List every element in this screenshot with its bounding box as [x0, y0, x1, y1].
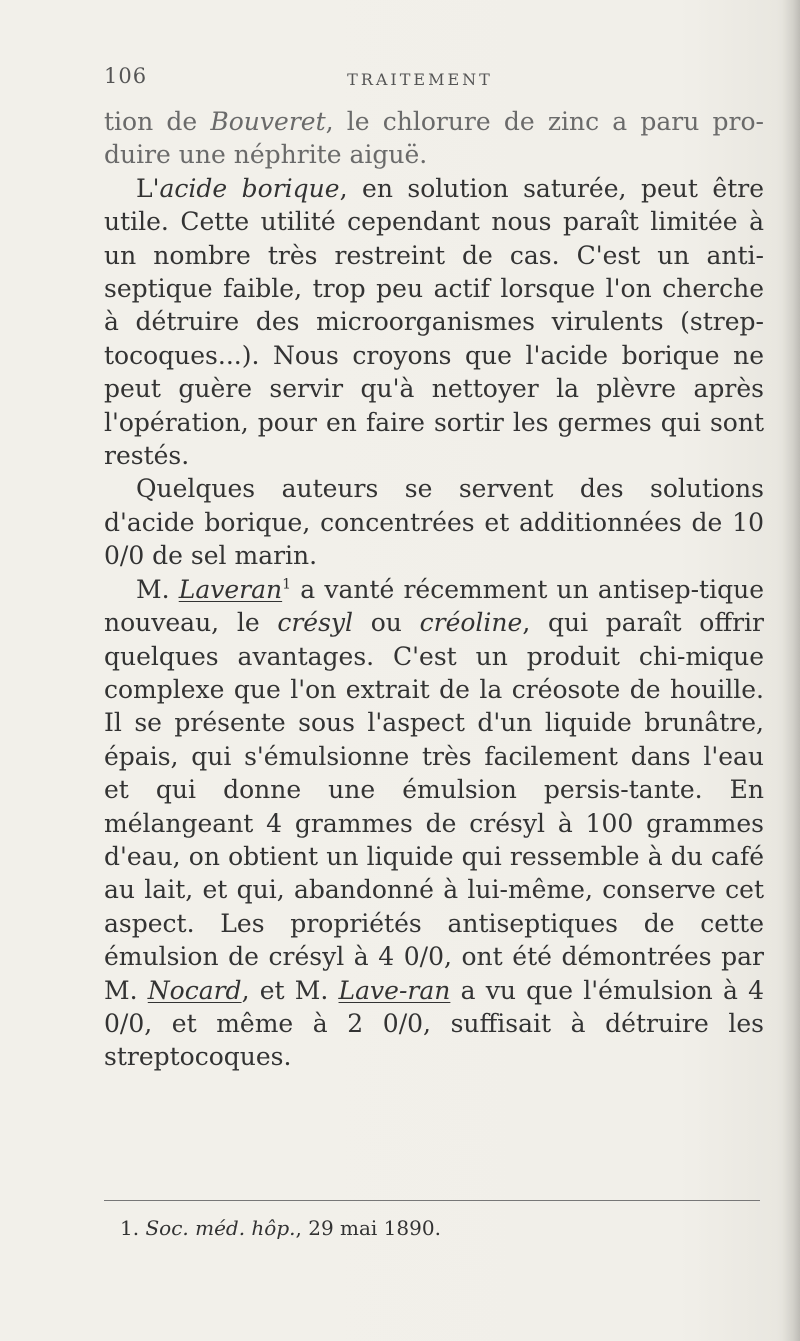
text-span: a vanté récemment un antisep-tique nouveau, le: [104, 574, 764, 638]
text-span: M.: [136, 574, 179, 604]
text-span: L': [136, 173, 160, 203]
paragraph-laveran: [104, 573, 764, 1074]
footnote: [120, 1216, 441, 1240]
text-span: ou: [353, 608, 420, 638]
paragraph-solutions: [104, 472, 764, 572]
paragraph-acide-borique: [104, 172, 764, 473]
paragraph-bouveret: [104, 105, 764, 172]
footnote-divider: [104, 1200, 760, 1201]
text-span: a vu que l'émulsion à 4 0/0, et même à 2 0/0, suffisait à détruire les streptocoques.: [104, 975, 764, 1072]
term-cresyl: crésyl: [277, 608, 354, 638]
text-span: Quelques auteurs se servent des solutions d'acide borique, concentrées et additionnées de 10 0/0 de sel marin.: [104, 474, 764, 571]
page-edge-shadow: [782, 0, 800, 1341]
author-name-bouveret: Bouveret: [210, 107, 326, 136]
author-name-laveran: Laveran: [178, 574, 283, 604]
author-name-nocard: Nocard: [147, 975, 242, 1005]
text-span: , qui paraît offrir quelques avantages. C'est un produit chi-mique complexe que l'on extrait de la créosote de houille. Il se présente sous l'aspect d'un liquide brunâtre, épais, qui s'émulsionne très facilement dans l'eau et qui donne une émulsion persis-tante. En mélangeant 4 grammes de crésyl à 100 grammes d'eau, on obtient un liquide qui ressemble à du café au lait, et qui, abandonné à lui-même, conserve cet aspect. Les propriétés antiseptiques de cette émulsion de crésyl à 4 0/0, ont été démontrées par M.: [104, 608, 765, 1005]
body-text: [104, 105, 764, 1074]
text-span: , en solution saturée, peut être utile. Cette utilité cependant nous paraît limitée à un nombre très restreint de cas. C'est un anti-septique faible, trop peu actif lorsque l'on cherche à détruire des microorganismes virulents (strep-tocoques...). Nous croyons que l'acide borique ne peut guère servir qu'à nettoyer la plèvre après l'opération, pour en faire sortir les germes qui sont restés.: [104, 173, 764, 471]
page-number: 106: [104, 64, 148, 88]
footnote-date: , 29 mai 1890.: [295, 1216, 441, 1240]
text-span: , et M.: [241, 975, 339, 1005]
footnote-number: 1.: [120, 1216, 140, 1240]
term-acide-borique: acide borique: [159, 173, 340, 203]
footnote-reference: 1: [282, 576, 292, 593]
text-span: tion de: [104, 107, 211, 136]
text-span: , le chlorure de zinc a paru pro-duire une néphrite aiguë.: [104, 107, 764, 170]
footnote-source: Soc. méd. hôp.: [145, 1216, 296, 1240]
term-creoline: créoline: [419, 608, 523, 638]
running-head: TRAITEMENT: [347, 70, 493, 89]
author-name-laveran-2: Lave-ran: [338, 975, 451, 1005]
